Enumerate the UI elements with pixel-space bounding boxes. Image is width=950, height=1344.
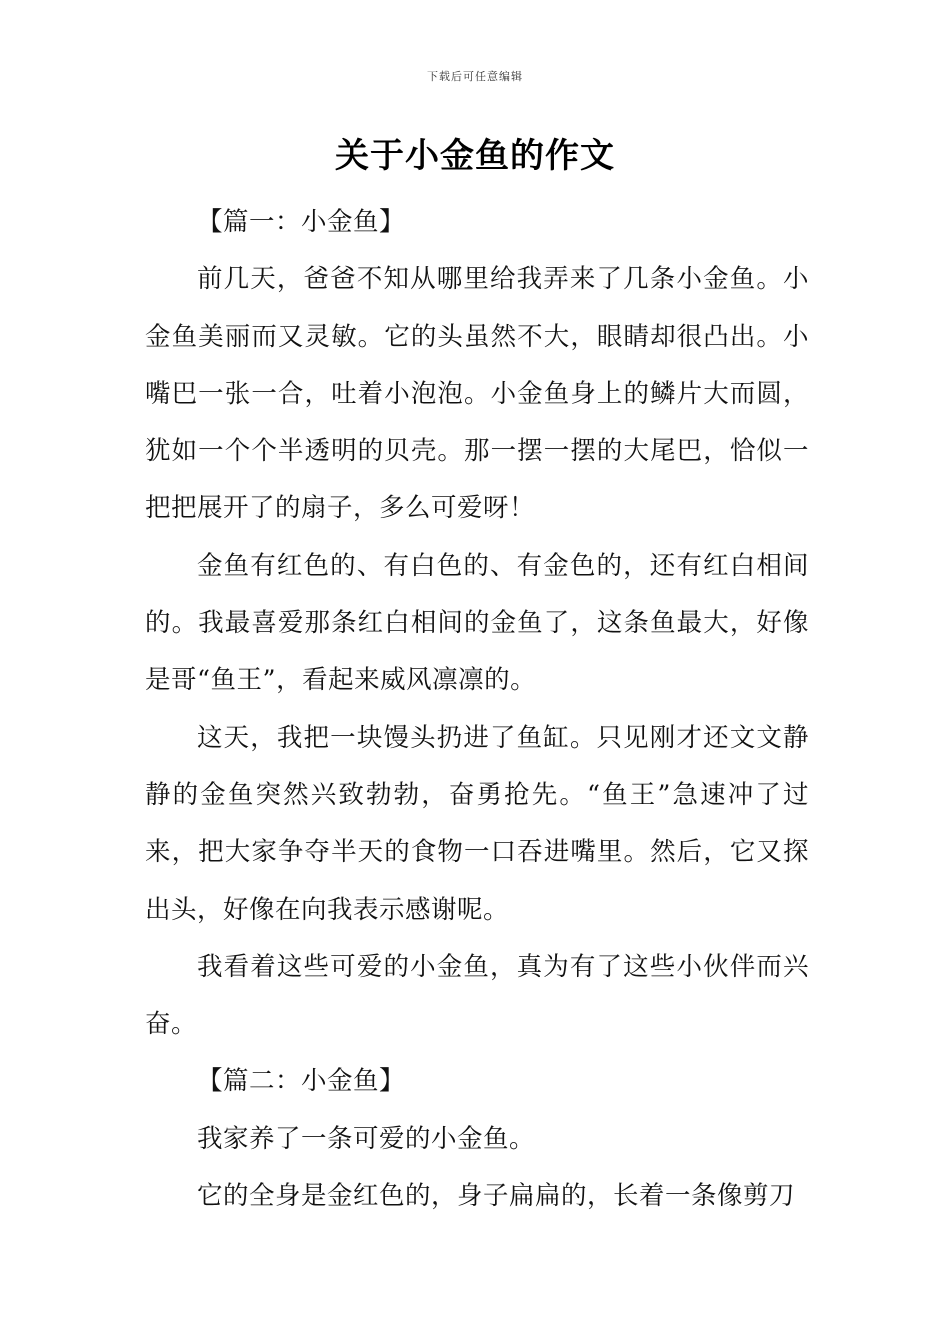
paragraph: 这天，我把一块馒头扔进了鱼缸。只见刚才还文文静静的金鱼突然兴致勃勃，奋勇抢先。“鱼王”急速冲了过来，把大家争夺半天的食物一口吞进嘴里。然后，它又探出头，好像在向我表示感谢呢。 bbox=[145, 722, 809, 925]
header-note: 下载后可任意编辑 bbox=[427, 70, 523, 83]
document-title: 关于小金鱼的作文 bbox=[335, 136, 615, 176]
paragraph: 前几天，爸爸不知从哪里给我弄来了几条小金鱼。小金鱼美丽而又灵敏。它的头虽然不大，眼睛却很凸出。小嘴巴一张一合，吐着小泡泡。小金鱼身上的鳞片大而圆，犹如一个个半透明的贝壳。那一摆一摆的大尾巴，恰似一把把展开了的扇子，多么可爱呀！ bbox=[145, 264, 809, 524]
section-heading: 【篇二：小金鱼】 bbox=[197, 1066, 406, 1097]
paragraph: 它的全身是金红色的，身子扁扁的，长着一条像剪刀 bbox=[197, 1181, 796, 1212]
paragraph: 金鱼有红色的、有白色的、有金色的，还有红白相间的。我最喜爱那条红白相间的金鱼了，这条鱼最大，好像是哥“鱼王”，看起来威风凛凛的。 bbox=[145, 550, 809, 696]
document-body bbox=[145, 194, 809, 1225]
paragraph: 我家养了一条可爱的小金鱼。 bbox=[197, 1123, 536, 1154]
paragraph: 我看着这些可爱的小金鱼，真为有了这些小伙伴而兴奋。 bbox=[145, 951, 809, 1040]
section-heading: 【篇一：小金鱼】 bbox=[197, 207, 406, 237]
